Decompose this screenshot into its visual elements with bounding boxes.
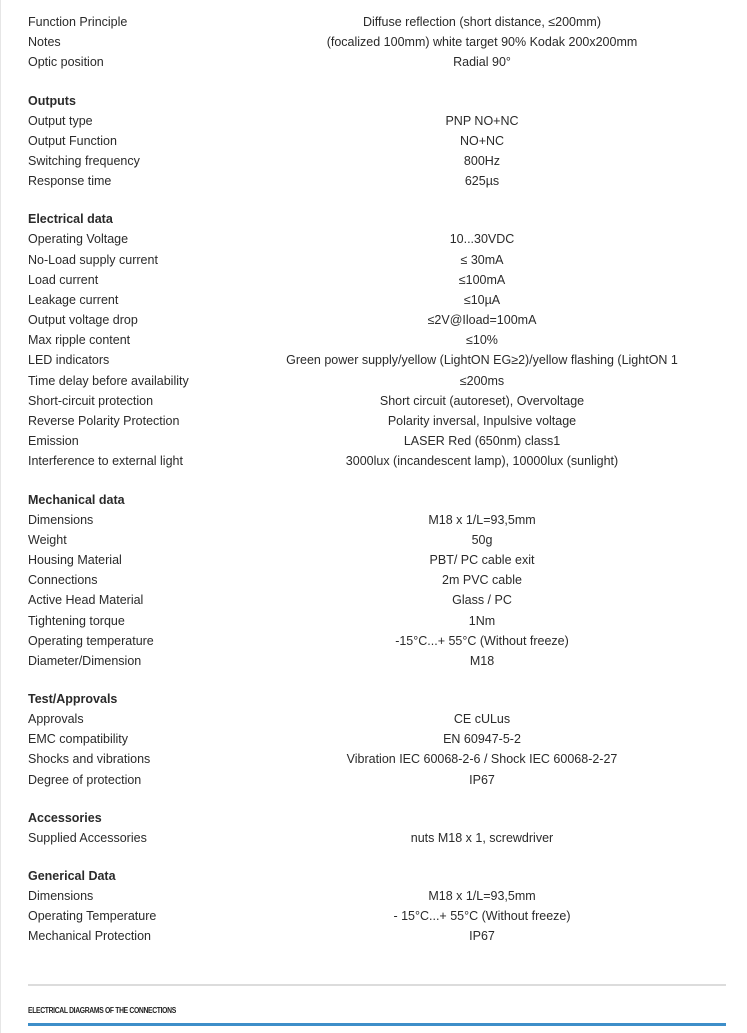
spec-section: [1, 12, 747, 73]
section-heading: Generical Data: [28, 869, 116, 883]
spec-value: ≤10µA: [463, 292, 501, 307]
spec-row: [1, 886, 747, 906]
spec-value: -15°C...+ 55°C (Without freeze): [395, 633, 569, 648]
spec-row: [1, 570, 747, 590]
spec-label: Dimensions: [28, 889, 94, 903]
spec-label: Short-circuit protection: [28, 393, 154, 408]
spec-label: LED indicators: [28, 353, 110, 368]
spec-label: Weight: [28, 532, 67, 547]
spec-row: [1, 350, 747, 370]
spec-label: Output Function: [28, 133, 117, 148]
spec-value: CE cULus: [453, 712, 511, 727]
spec-label: Max ripple content: [28, 333, 131, 348]
spec-label: Mechanical Protection: [28, 929, 151, 944]
spec-row: [1, 171, 747, 191]
spec-row: [1, 510, 747, 530]
spec-row: [1, 451, 747, 471]
spec-row: [1, 530, 747, 550]
spec-value: PBT/ PC cable exit: [429, 552, 535, 567]
spec-label: Function Principle: [28, 15, 128, 29]
spec-row: [1, 770, 747, 790]
spec-label: Operating Voltage: [28, 232, 129, 247]
spec-label: Dimensions: [28, 512, 94, 527]
spec-label: Interference to external light: [28, 454, 183, 469]
spec-row: [1, 631, 747, 651]
spec-value: 3000lux (incandescent lamp), 10000lux (sunlight): [345, 454, 619, 469]
section-heading: Electrical data: [28, 212, 113, 227]
spec-row: [1, 229, 747, 249]
spec-value: M18 x 1/L=93,5mm: [428, 889, 536, 903]
spec-label: Response time: [28, 174, 112, 189]
spec-row: [1, 749, 747, 769]
spec-value: (focalized 100mm) white target 90% Kodak 200x200mm: [326, 35, 638, 50]
spec-label: Optic position: [28, 55, 104, 70]
spec-value: ≤100mA: [458, 272, 506, 287]
spec-value: Polarity inversal, Inpulsive voltage: [387, 414, 577, 428]
spec-value: EN 60947-5-2: [443, 732, 521, 747]
spec-label: Output voltage drop: [28, 313, 138, 328]
spec-value: 800Hz: [463, 153, 501, 168]
spec-row: [1, 590, 747, 610]
spec-row: [1, 371, 747, 391]
spec-row: [1, 151, 747, 171]
spec-value: 625µs: [464, 174, 500, 189]
spec-value: 2m PVC cable: [442, 573, 522, 588]
spec-label: Emission: [28, 434, 79, 449]
spec-label: EMC compatibility: [28, 732, 129, 747]
spec-section: [1, 210, 747, 471]
spec-value: LASER Red (650nm) class1: [403, 434, 561, 449]
spec-value: 1Nm: [468, 613, 496, 628]
spec-value: Radial 90°: [453, 55, 511, 70]
spec-label: Switching frequency: [28, 153, 140, 168]
spec-row: [1, 709, 747, 729]
spec-row: [1, 431, 747, 451]
spec-label: No-Load supply current: [28, 252, 158, 267]
section-title-electrical-diagrams: ELECTRICAL DIAGRAMS OF THE CONNECTIONS: [28, 1006, 176, 1015]
spec-label: Leakage current: [28, 292, 119, 307]
section-heading: Mechanical data: [28, 492, 125, 507]
section-heading: Accessories: [28, 810, 102, 825]
spec-value: PNP NO+NC: [445, 113, 519, 128]
spec-row: [1, 411, 747, 431]
spec-row: [1, 111, 747, 131]
spec-value: ≤2V@Iload=100mA: [427, 313, 537, 328]
spec-section: [1, 491, 747, 672]
spec-label: Diameter/Dimension: [28, 653, 142, 668]
section-heading: Test/Approvals: [28, 692, 118, 707]
spec-value: ≤10%: [466, 333, 498, 348]
spec-row: [1, 926, 747, 946]
spec-value: Diffuse reflection (short distance, ≤200mm): [363, 15, 601, 29]
spec-label: Supplied Accessories: [28, 830, 147, 845]
spec-label: Output type: [28, 113, 93, 128]
spec-label: Tightening torque: [28, 613, 125, 628]
spec-section: [1, 809, 747, 848]
section-heading: Outputs: [28, 93, 76, 108]
spec-label: Notes: [28, 35, 61, 50]
spec-label: Connections: [28, 573, 98, 588]
spec-value: Green power supply/yellow (LightON EG≥2)/yellow flashing (LightON 1: [286, 353, 678, 368]
spec-label: Reverse Polarity Protection: [28, 414, 180, 428]
spec-section: [1, 690, 747, 790]
divider: [28, 984, 726, 986]
spec-label: Load current: [28, 272, 99, 287]
spec-label: Operating Temperature: [28, 909, 157, 924]
spec-value: 10...30VDC: [449, 232, 515, 247]
spec-value: ≤ 30mA: [460, 252, 504, 267]
spec-row: [1, 651, 747, 671]
spec-value: IP67: [469, 929, 495, 944]
spec-row: [1, 550, 747, 570]
spec-value: nuts M18 x 1, screwdriver: [410, 830, 554, 845]
spec-value: IP67: [469, 772, 495, 787]
spec-row: [1, 52, 747, 72]
spec-label: Operating temperature: [28, 633, 154, 648]
spec-value: M18: [469, 653, 495, 668]
spec-row: [1, 131, 747, 151]
spec-value: Glass / PC: [452, 593, 512, 608]
spec-row: [1, 906, 747, 926]
spec-row: [1, 290, 747, 310]
spec-row: [1, 391, 747, 411]
spec-label: Housing Material: [28, 552, 122, 567]
spec-section: [1, 92, 747, 192]
spec-value: M18 x 1/L=93,5mm: [428, 512, 536, 527]
spec-value: NO+NC: [459, 133, 505, 148]
spec-row: [1, 270, 747, 290]
spec-sheet: [1, 12, 747, 966]
spec-value: - 15°C...+ 55°C (Without freeze): [393, 909, 571, 924]
spec-label: Active Head Material: [28, 593, 144, 608]
spec-row: [1, 32, 747, 52]
spec-value: Vibration IEC 60068-2-6 / Shock IEC 60068-2-27: [346, 752, 618, 767]
spec-row: [1, 12, 747, 32]
spec-label: Degree of protection: [28, 772, 142, 787]
spec-label: Time delay before availability: [28, 373, 189, 388]
spec-label: Approvals: [28, 712, 84, 727]
spec-value: Short circuit (autoreset), Overvoltage: [379, 393, 585, 408]
accent-underline: [28, 1023, 726, 1026]
spec-section: [1, 867, 747, 947]
spec-value: 50g: [471, 532, 493, 547]
spec-row: [1, 729, 747, 749]
spec-value: ≤200ms: [459, 373, 505, 388]
spec-row: [1, 828, 747, 848]
spec-row: [1, 611, 747, 631]
spec-row: [1, 330, 747, 350]
spec-row: [1, 310, 747, 330]
spec-label: Shocks and vibrations: [28, 752, 151, 767]
spec-row: [1, 250, 747, 270]
